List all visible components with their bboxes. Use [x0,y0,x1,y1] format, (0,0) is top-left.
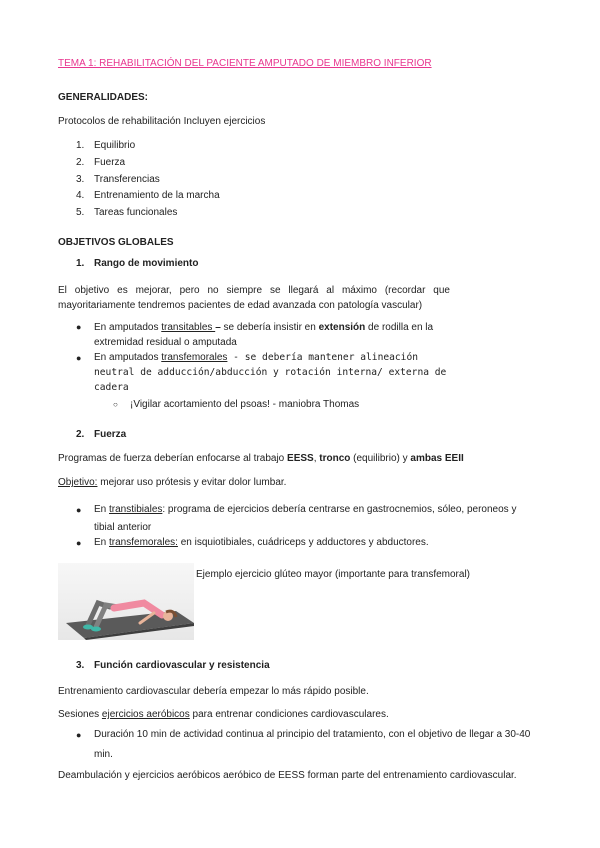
sub-bullet-psoas: ¡Vigilar acortamiento del psoas! - maniobra Thomas [130,399,360,410]
section-3-paragraph-3: Deambulación y ejercicios aeróbicos aeróbico de EESS forman parte del entrenamiento cardiovascular. [58,770,517,781]
bullet-icon: ● [76,538,82,548]
section-1-heading: 1. Rango de movimiento [76,258,199,269]
section-2-paragraph-1: Programas de fuerza deberían enfocarse al trabajo EESS, tronco (equilibrio) y ambas EEII [58,453,464,464]
list-item: 4. Entrenamiento de la marcha [76,190,220,201]
bullet-icon: ● [76,505,82,515]
bullet-transfemorales: En amputados transfemorales - se debería mantener alineación neutral de adducción/abducción y rotación interna/ externa de cadera [94,352,447,393]
list-item: 3. Transferencias [76,174,160,185]
section-3-heading: 3. Función cardiovascular y resistencia [76,660,270,671]
bullet-transtibiales: En transtibiales: programa de ejercicios debería centrarse en gastrocnemios, sóleo, peroneos y tibial anterior [94,504,517,533]
objetivos-heading: OBJETIVOS GLOBALES [58,237,174,248]
generalidades-intro: Protocolos de rehabilitación Incluyen ejercicios [58,116,266,127]
bullet-transfemorales-fuerza: En transfemorales: en isquiotibiales, cuádriceps y adductores y abductores. [94,537,429,548]
glute-bridge-exercise-image [58,563,194,640]
section-1-paragraph: El objetivo es mejorar, pero no siempre se llegará al máximo (recordar que mayoritariamente tendremos pacientes de edad avanzada con patología vascular) [58,285,450,311]
section-3-paragraph-1: Entrenamiento cardiovascular debería empezar lo más rápido posible. [58,686,369,697]
list-item: 2. Fuerza [76,157,126,168]
bullet-icon: ● [76,730,82,740]
section-2-objetivo: Objetivo: mejorar uso prótesis y evitar dolor lumbar. [58,477,287,488]
bullet-icon: ● [76,353,82,363]
section-2-heading: 2. Fuerza [76,429,127,440]
list-item: 5. Tareas funcionales [76,207,178,218]
section-3-paragraph-2: Sesiones ejercicios aeróbicos para entrenar condiciones cardiovasculares. [58,709,389,720]
circle-bullet-icon: ○ [113,400,118,409]
bullet-icon: ● [76,322,82,332]
bullet-duracion: Duración 10 min de actividad continua al principio del tratamiento, con el objetivo de llegar a 30-40 min. [94,729,531,760]
image-caption: Ejemplo ejercicio glúteo mayor (importante para transfemoral) [196,569,471,580]
generalidades-heading: GENERALIDADES: [58,92,149,103]
bullet-transitables: En amputados transitables – se debería insistir en extensión de rodilla en la extremidad residual o amputada [94,322,434,348]
list-item: 1. Equilibrio [76,140,136,151]
document-title: TEMA 1: REHABILITACIÓN DEL PACIENTE AMPUTADO DE MIEMBRO INFERIOR [58,58,432,69]
